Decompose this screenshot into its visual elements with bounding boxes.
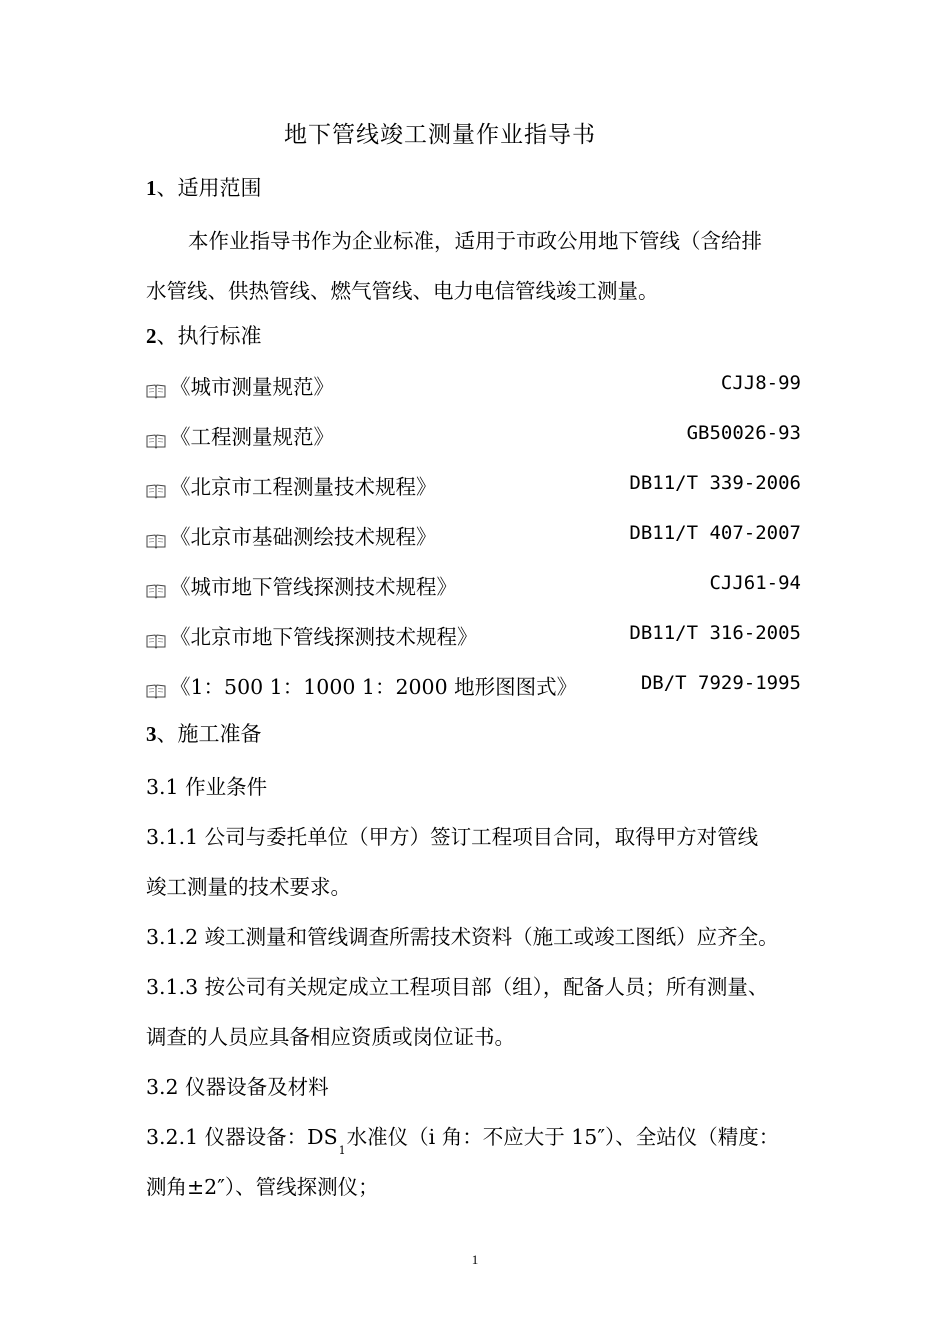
standard-title: 《北京市地下管线探测技术规程》 <box>170 625 478 649</box>
standard-item <box>146 470 801 500</box>
standard-item <box>146 420 801 450</box>
standard-title: 《1：500 1：1000 1：2000 地形图图式》 <box>170 675 578 699</box>
standard-code: DB11/T 339-2006 <box>629 472 801 494</box>
book-icon <box>146 680 166 695</box>
book-icon <box>146 530 166 545</box>
standard-item <box>146 520 801 550</box>
standard-code: DB/T 7929-1995 <box>640 672 801 694</box>
standard-item <box>146 620 801 650</box>
section-1-paragraph-line2: 水管线、供热管线、燃气管线、电力电信管线竣工测量。 <box>146 279 659 303</box>
standard-title: 《城市地下管线探测技术规程》 <box>170 575 457 599</box>
standard-code: DB11/T 316-2005 <box>629 622 801 644</box>
standard-title: 《工程测量规范》 <box>170 425 334 449</box>
section-3-heading <box>146 718 262 748</box>
clause-3-2-1-line2: 测角±2″）、管线探测仪； <box>146 1175 379 1199</box>
book-icon <box>146 630 166 645</box>
document-title: 地下管线竣工测量作业指导书 <box>284 122 596 148</box>
book-icon <box>146 480 166 495</box>
section-number: 3 <box>146 722 157 746</box>
standard-item <box>146 370 801 400</box>
standard-title: 《城市测量规范》 <box>170 375 334 399</box>
clause-3-1-3-line2: 调查的人员应具备相应资质或岗位证书。 <box>146 1025 515 1049</box>
book-icon <box>146 380 166 395</box>
clause-3-1-1-line1: 3.1.1 公司与委托单位（甲方）签订工程项目合同，取得甲方对管线 <box>146 825 759 849</box>
page-number: 1 <box>471 1252 479 1267</box>
subsection-3-1: 3.1 作业条件 <box>146 775 268 799</box>
section-number: 1 <box>146 176 157 200</box>
section-heading-text: 、执行标准 <box>156 324 262 348</box>
clause-3-2-1-prefix: 3.2.1 仪器设备：DS <box>146 1125 338 1149</box>
standard-item <box>146 670 801 700</box>
section-heading-text: 、施工准备 <box>156 722 262 746</box>
standard-item <box>146 570 801 600</box>
clause-3-1-2: 3.1.2 竣工测量和管线调查所需技术资料（施工或竣工图纸）应齐全。 <box>146 925 779 949</box>
standard-title: 《北京市工程测量技术规程》 <box>170 475 437 499</box>
section-number: 2 <box>146 324 157 348</box>
clause-3-1-3-line1: 3.1.3 按公司有关规定成立工程项目部（组），配备人员；所有测量、 <box>146 975 769 999</box>
section-1-paragraph-line1: 本作业指导书作为企业标准，适用于市政公用地下管线（含给排 <box>188 229 762 253</box>
clause-3-1-1-line2: 竣工测量的技术要求。 <box>146 875 351 899</box>
section-1-heading <box>146 172 262 202</box>
standard-title: 《北京市基础测绘技术规程》 <box>170 525 437 549</box>
standard-code: CJJ61-94 <box>709 572 801 594</box>
standard-code: DB11/T 407-2007 <box>629 522 801 544</box>
book-icon <box>146 430 166 445</box>
section-heading-text: 、适用范围 <box>156 176 262 200</box>
book-icon <box>146 580 166 595</box>
subscript-text: 1 <box>338 1144 346 1157</box>
clause-3-2-1-suffix: 水准仪（i 角：不应大于 15″）、全站仪（精度： <box>346 1125 780 1149</box>
section-2-heading <box>146 320 262 350</box>
subsection-3-2: 3.2 仪器设备及材料 <box>146 1075 329 1099</box>
standard-code: CJJ8-99 <box>720 372 801 394</box>
clause-3-2-1-line1 <box>146 1120 780 1157</box>
standard-code: GB50026-93 <box>686 422 801 444</box>
